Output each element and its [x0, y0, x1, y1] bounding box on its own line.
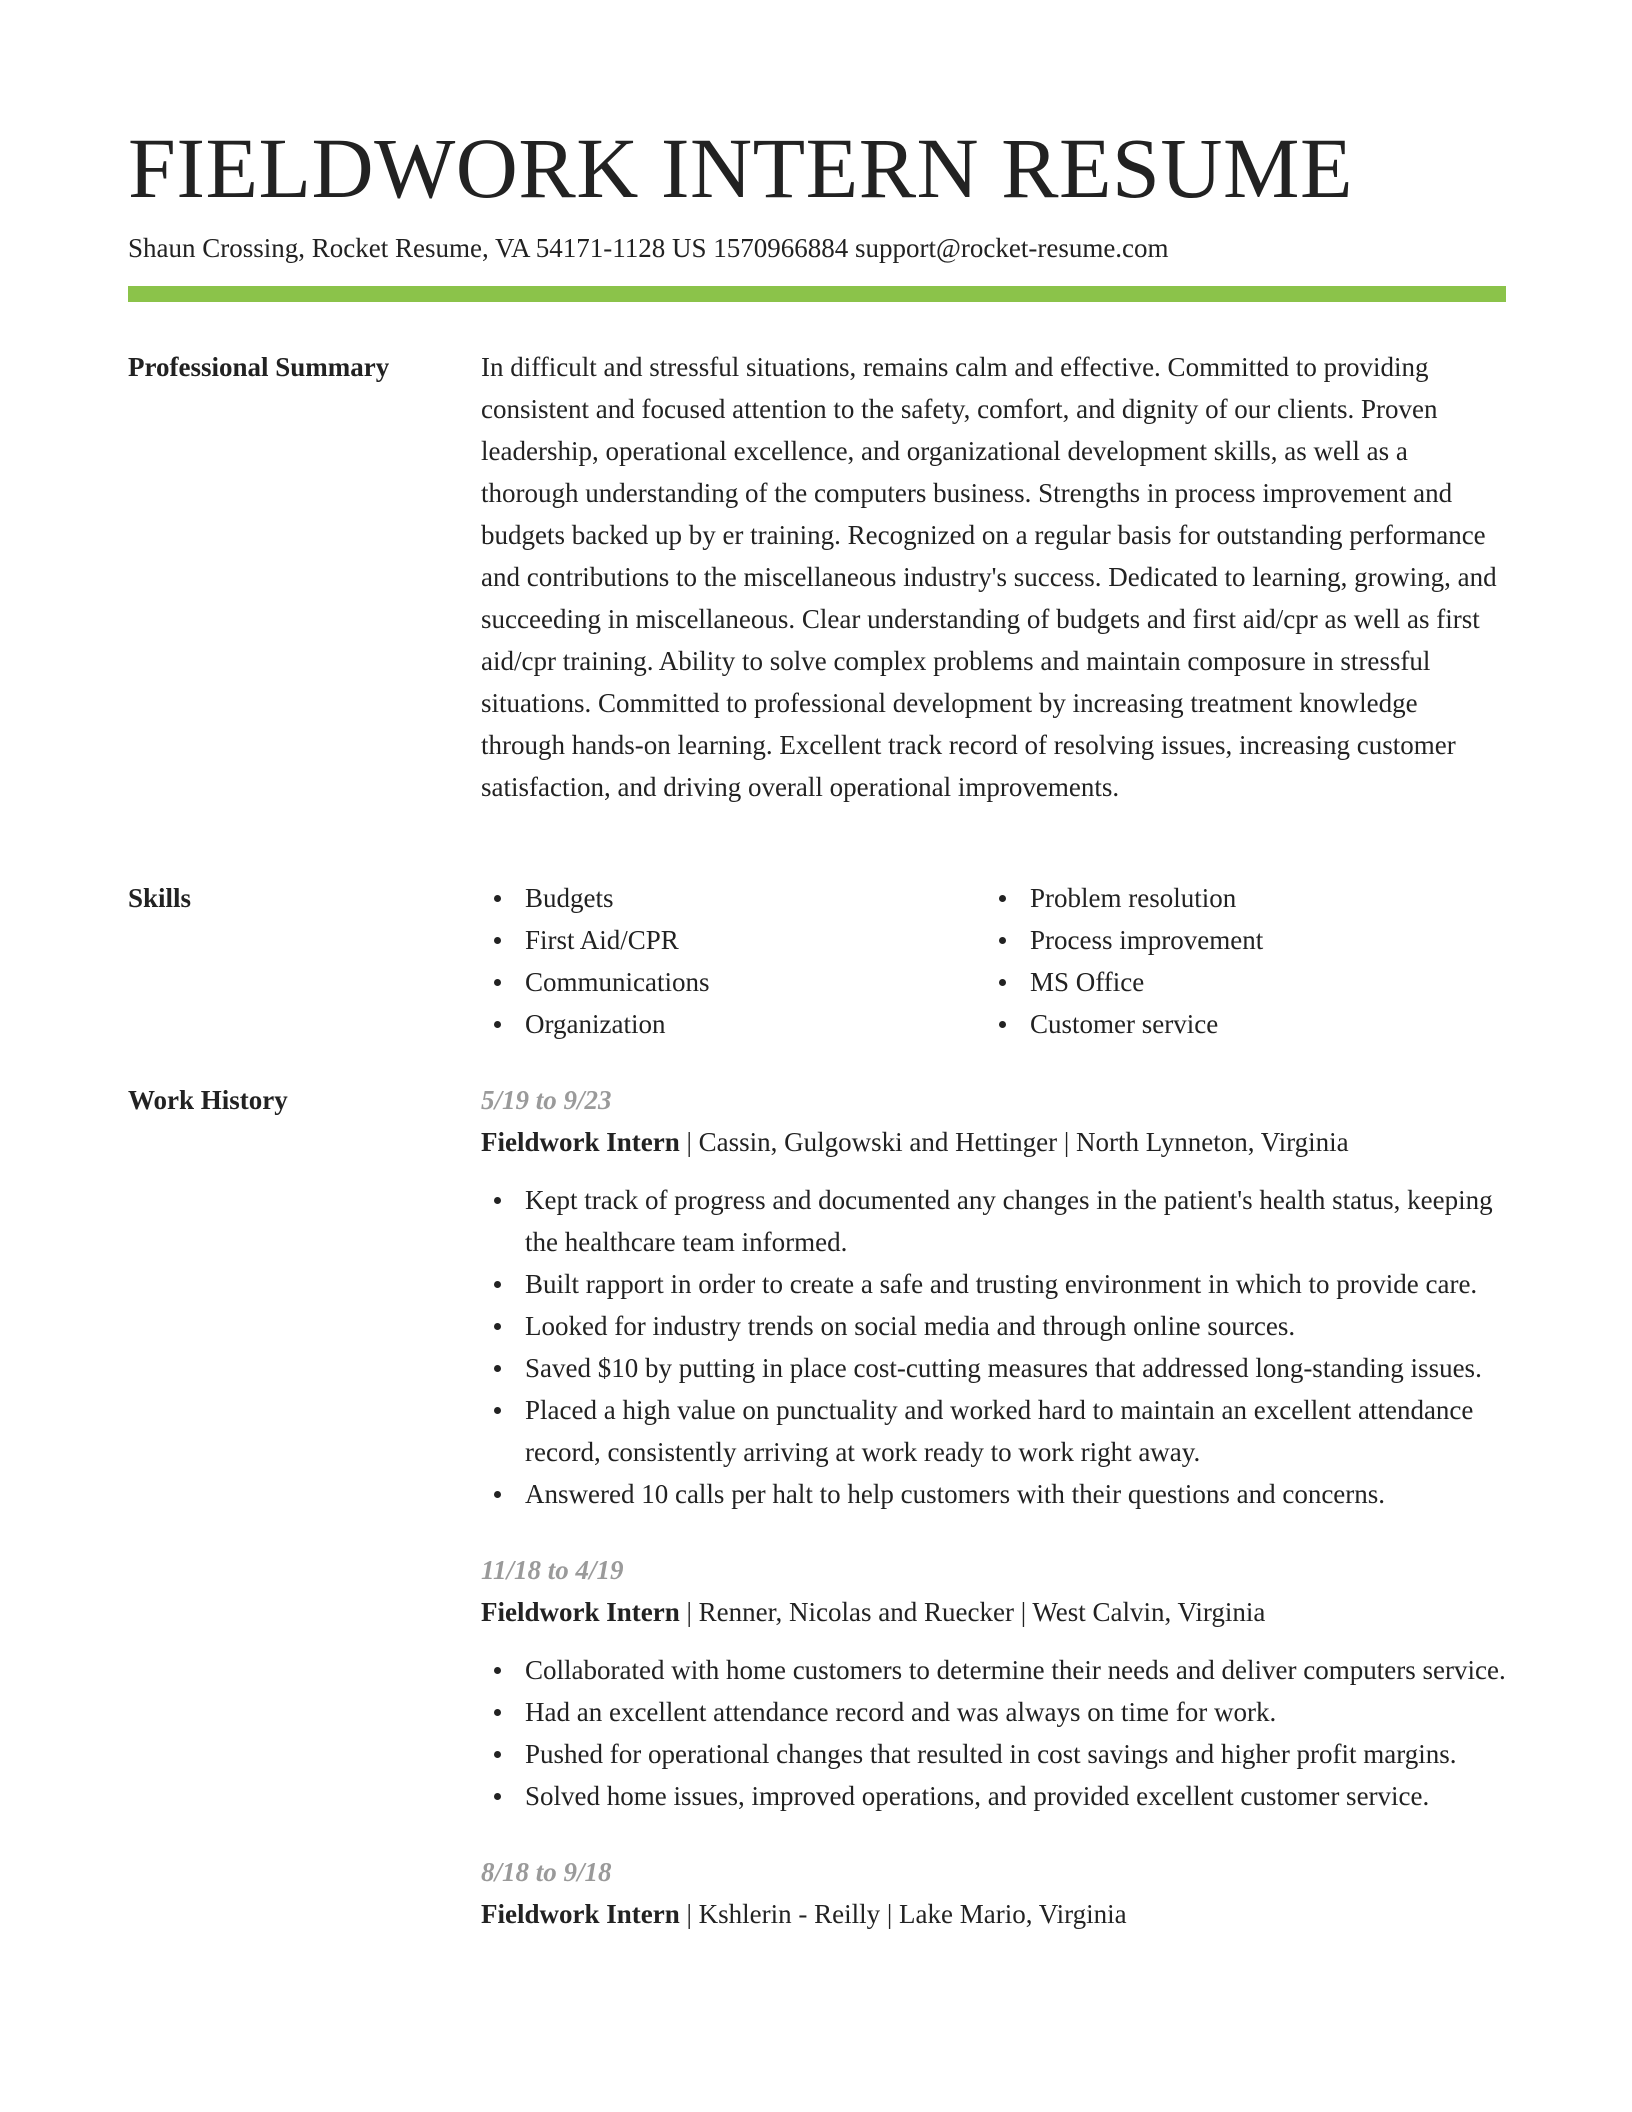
skills-grid: [481, 877, 1506, 1045]
job-dates: 8/18 to 9/18: [481, 1857, 612, 1887]
job-entry: [481, 1079, 1506, 1515]
job-bullet: Placed a high value on punctuality and worked hard to maintain an excellent attendance record, consistently arriving at work ready to work right away.: [481, 1389, 1506, 1473]
job-title: Fieldwork Intern: [481, 1127, 680, 1157]
job-separator: |: [679, 1127, 699, 1157]
contact-line: Shaun Crossing, Rocket Resume, VA 54171-1128 US 1570966884 support@rocket-resume.com: [128, 233, 1169, 263]
job-bullet: Built rapport in order to create a safe and trusting environment in which to provide care.: [481, 1263, 1506, 1305]
job-heading: [481, 1121, 1506, 1163]
job-location: Lake Mario, Virginia: [899, 1899, 1127, 1929]
job-title: Fieldwork Intern: [481, 1597, 680, 1627]
job-separator: |: [679, 1899, 699, 1929]
summary-section: [481, 346, 1506, 808]
job-location: North Lynneton, Virginia: [1076, 1127, 1349, 1157]
header-divider: [128, 286, 1506, 302]
job-entry: [481, 1851, 1506, 1935]
job-bullet: Looked for industry trends on social media and through online sources.: [481, 1305, 1506, 1347]
skills-list-left: [481, 877, 986, 1045]
job-company: Kshlerin - Reilly: [698, 1899, 881, 1929]
job-bullet: Answered 10 calls per halt to help customers with their questions and concerns.: [481, 1473, 1506, 1515]
job-separator: |: [1013, 1597, 1033, 1627]
skill-item: Communications: [481, 961, 986, 1003]
skill-item: Problem resolution: [986, 877, 1491, 919]
job-bullets: [481, 1179, 1506, 1515]
skills-heading: Skills: [128, 883, 192, 913]
job-dates: 5/19 to 9/23: [481, 1085, 612, 1115]
job-heading: [481, 1893, 1506, 1935]
job-company: Cassin, Gulgowski and Hettinger: [698, 1127, 1058, 1157]
skills-list-right: [986, 877, 1491, 1045]
job-company: Renner, Nicolas and Ruecker: [698, 1597, 1014, 1627]
job-bullet: Pushed for operational changes that resulted in cost savings and higher profit margins.: [481, 1733, 1506, 1775]
skill-item: Process improvement: [986, 919, 1491, 961]
job-entry: [481, 1549, 1506, 1817]
skill-item: Organization: [481, 1003, 986, 1045]
work-history-section: [481, 1079, 1506, 1969]
job-separator: |: [1057, 1127, 1077, 1157]
job-bullet: Solved home issues, improved operations, and provided excellent customer service.: [481, 1775, 1506, 1817]
job-separator: |: [880, 1899, 900, 1929]
work-history-heading: Work History: [128, 1085, 288, 1115]
skills-section: [481, 877, 1506, 1045]
job-bullet: Kept track of progress and documented any changes in the patient's health status, keeping the healthcare team informed.: [481, 1179, 1506, 1263]
summary-text: In difficult and stressful situations, remains calm and effective. Committed to providing consistent and focused attention to the safety, comfort, and dignity of our clients. Proven leadership, operational excellence, and organizational development skills, as well as a thorough understanding of the computers business. Strengths in process improvement and budgets backed up by er training. Recognized on a regular basis for outstanding performance and contributions to the miscellaneous industry's success. Dedicated to learning, growing, and succeeding in miscellaneous. Clear understanding of budgets and first aid/cpr as well as first aid/cpr training. Ability to solve complex problems and maintain composure in stressful situations. Committed to professional development by increasing treatment knowledge through hands-on learning. Excellent track record of resolving issues, increasing customer satisfaction, and driving overall operational improvements.: [481, 352, 1497, 802]
skill-item: MS Office: [986, 961, 1491, 1003]
job-dates: 11/18 to 4/19: [481, 1555, 624, 1585]
job-title: Fieldwork Intern: [481, 1899, 680, 1929]
job-location: West Calvin, Virginia: [1032, 1597, 1266, 1627]
job-bullet: Had an excellent attendance record and was always on time for work.: [481, 1691, 1506, 1733]
resume-title: FIELDWORK INTERN RESUME: [128, 120, 1353, 216]
skill-item: Budgets: [481, 877, 986, 919]
job-separator: |: [679, 1597, 699, 1627]
skill-item: First Aid/CPR: [481, 919, 986, 961]
job-bullet: Collaborated with home customers to determine their needs and deliver computers service.: [481, 1649, 1506, 1691]
skill-item: Customer service: [986, 1003, 1491, 1045]
job-bullet: Saved $10 by putting in place cost-cutting measures that addressed long-standing issues.: [481, 1347, 1506, 1389]
job-heading: [481, 1591, 1506, 1633]
summary-heading: Professional Summary: [128, 352, 390, 382]
job-bullets: [481, 1649, 1506, 1817]
